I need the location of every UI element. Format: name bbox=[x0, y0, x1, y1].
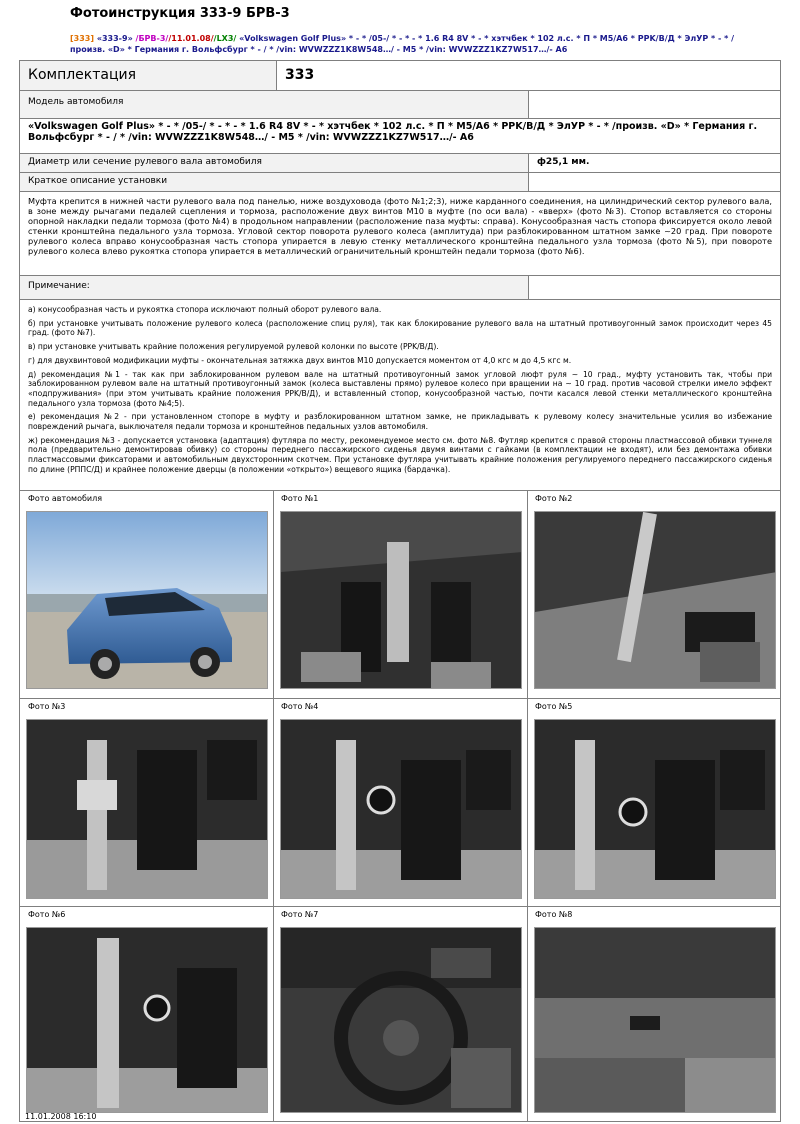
sub-code: [333] bbox=[70, 34, 95, 43]
sub-date: /11.01.08/ bbox=[168, 34, 214, 43]
photo-caption-3: Фото №3 bbox=[28, 702, 66, 711]
note-item: ж) рекомендация №3 - допускается установка (адаптация) футляра по месту, рекомендуемое место см. фото №8. Футляр крепится с правой стороны пластмассовой обивки туннеля пола (предварительно демонтировав обивку) со стороны переднего пассажирского сиденья двумя винтами с гайками (в комплектации не входят), или без демонтажа обивки пластмассовыми фиксаторами и автомобильным двухсторонним скотчем. При установке футляра учитывать крайние положения регулируемого переднего пассажирского сиденья по длине (РППС/Д) и крайнее положение дверцы (в положении «открыто») вещевого ящика (бардачка). bbox=[28, 435, 772, 474]
note-item: б) при установке учитывать положение рулевого колеса (расположение спиц руля), так как блокирование рулевого вала на штатный противоугонный замок происходит через 45 град. (фото №7). bbox=[28, 318, 772, 338]
komplektaciya-value: 333 bbox=[276, 61, 780, 90]
desc-label: Краткое описание установки bbox=[20, 173, 528, 191]
notes-list bbox=[20, 300, 780, 490]
model-label: Модель автомобиля bbox=[20, 91, 528, 118]
diameter-value: ф25,1 мм. bbox=[528, 154, 780, 172]
row-desc-text bbox=[20, 192, 780, 276]
grid-divider bbox=[273, 491, 274, 1121]
grid-divider bbox=[527, 491, 528, 1121]
photo-caption-1: Фото №1 bbox=[281, 494, 319, 503]
model-label-empty bbox=[528, 91, 780, 118]
note-item: а) конусообразная часть и рукоятка стопора исключают полный оборот рулевого вала. bbox=[28, 305, 382, 314]
car-photo bbox=[26, 511, 268, 689]
photo-caption-car: Фото автомобиля bbox=[28, 494, 103, 503]
row-notes-label bbox=[20, 276, 780, 300]
print-timestamp: 11.01.2008 16:10 bbox=[25, 1112, 97, 1121]
photo-4 bbox=[280, 719, 522, 899]
photo-caption-8: Фото №8 bbox=[535, 910, 573, 919]
row-model-value bbox=[20, 119, 780, 154]
notes-label: Примечание: bbox=[20, 276, 528, 299]
sub-brv: /БРВ-3/ bbox=[135, 34, 169, 43]
photo-caption-2: Фото №2 bbox=[535, 494, 573, 503]
sub-rest: «Volkswagen Golf Plus» * - * /05-/ * - * - * 1.6 R4 8V * - * хэтчбек * 102 л.с. * П * M5/A6 * PPK/B/Д * ЭлУР * - * /произв. «D» * Германия г. Вольфсбург * - / * /vin: WVWZZZ1K8W548…/ - M5 * /vin: WVWZZZ1KZ7W517…/- A6 bbox=[70, 34, 734, 54]
photo-8 bbox=[534, 927, 776, 1113]
photo-6 bbox=[26, 927, 268, 1113]
sub-num: «333-9» bbox=[96, 34, 133, 43]
photo-2 bbox=[534, 511, 776, 689]
desc-label-empty bbox=[528, 173, 780, 191]
page-title: Фотоинструкция 333-9 БРВ-3 bbox=[70, 6, 290, 21]
note-item: г) для двухвинтовой модификации муфты - окончательная затяжка двух винтов М10 допускается моментом от 4,0 кгс м до 4,5 кгс м. bbox=[28, 355, 572, 365]
diameter-label: Диаметр или сечение рулевого вала автомобиля bbox=[20, 154, 528, 172]
grid-divider bbox=[20, 698, 780, 699]
photo-1 bbox=[280, 511, 522, 689]
desc-text: Муфта крепится в нижней части рулевого вала под панелью, ниже воздуховода (фото №1;2;3), ниже карданного соединения, на цилиндрический сектор рулевого вала, в зоне между рычагами педалей сцепления и тормоза, расположение двух винтов М10 в муфте (по оси вала) - «вверх» (фото №3). Стопор вставляется со стороны опорной накладки педали тормоза (фото №4) в продольном направлении (расположение паза муфты: справа). Конусообразная часть стопора фиксируется около левой стенки кронштейна педального узла тормоза. Угловой сектор поворота рулевого колеса (амплитуда) при разблокированном штатном замке ~20 град. При повороте рулевого колеса вправо конусообразная часть стопора упирается в левую стенку металлического кронштейна педального узла тормоза (фото №5), при повороте рулевого колеса влево рукоятка стопора упирается в металлический ограничительный кронштейн педали тормоза (фото №6). bbox=[28, 196, 772, 256]
note-item: е) рекомендация №2 - при установленном стопоре в муфту и разблокированном штатном замке, не прикладывать к рулевому колесу значительные усилия во избежание повреждений рычага, выключателя педали тормоза и кронштейнов педальных узлов автомобиля. bbox=[28, 412, 772, 432]
row-model-label bbox=[20, 91, 780, 119]
photo-7 bbox=[280, 927, 522, 1113]
note-item: д) рекомендация №1 - так как при заблокированном рулевом вале на штатный противоугонный замок угловой люфт руля ~ 10 град., муфту установить так, чтобы при заблокированном рулевом вале на штатный противоугонный замок (колеса выставлены прямо) рулевое колесо при вращении на ~ 10 град. против часовой стрелки имело эффект «подпруживания» (при этом учитывать крайние положения PPK/B/Д), и вставленный стопор, конусообразной частью, почти касался левой стенки металлического кронштейна педального узла тормоза (фото №4;5). bbox=[28, 369, 772, 408]
grid-divider bbox=[20, 906, 780, 907]
photo-caption-6: Фото №6 bbox=[28, 910, 66, 919]
photo-caption-5: Фото №5 bbox=[535, 702, 573, 711]
photo-caption-7: Фото №7 bbox=[281, 910, 319, 919]
notes-label-empty bbox=[528, 276, 780, 299]
row-notes bbox=[20, 300, 780, 491]
sub-lx: /LX3/ bbox=[213, 34, 237, 43]
photo-5 bbox=[534, 719, 776, 899]
note-item: в) при установке учитывать крайние положения регулируемой рулевой колонки по высоте (PPK/B/Д). bbox=[28, 342, 439, 352]
spec-sheet bbox=[19, 60, 781, 1122]
row-desc-label bbox=[20, 173, 780, 192]
row-komplektaciya bbox=[20, 61, 780, 91]
photo-3 bbox=[26, 719, 268, 899]
photo-grid bbox=[20, 491, 780, 1121]
photo-caption-4: Фото №4 bbox=[281, 702, 319, 711]
row-diameter bbox=[20, 154, 780, 173]
komplektaciya-label: Комплектация bbox=[20, 61, 276, 90]
model-value: «Volkswagen Golf Plus» * - * /05-/ * - * - * 1.6 R4 8V * - * хэтчбек * 102 л.с. * П * M5/A6 * PPK/B/Д * ЭлУР * - * /произв. «D» * Германия г. Вольфсбург * - / * /vin: WVWZZZ1K8W548…/ - M5 * /vin: WVWZZZ1KZ7W517…/- A6 bbox=[28, 121, 758, 143]
sub-header bbox=[70, 33, 760, 55]
